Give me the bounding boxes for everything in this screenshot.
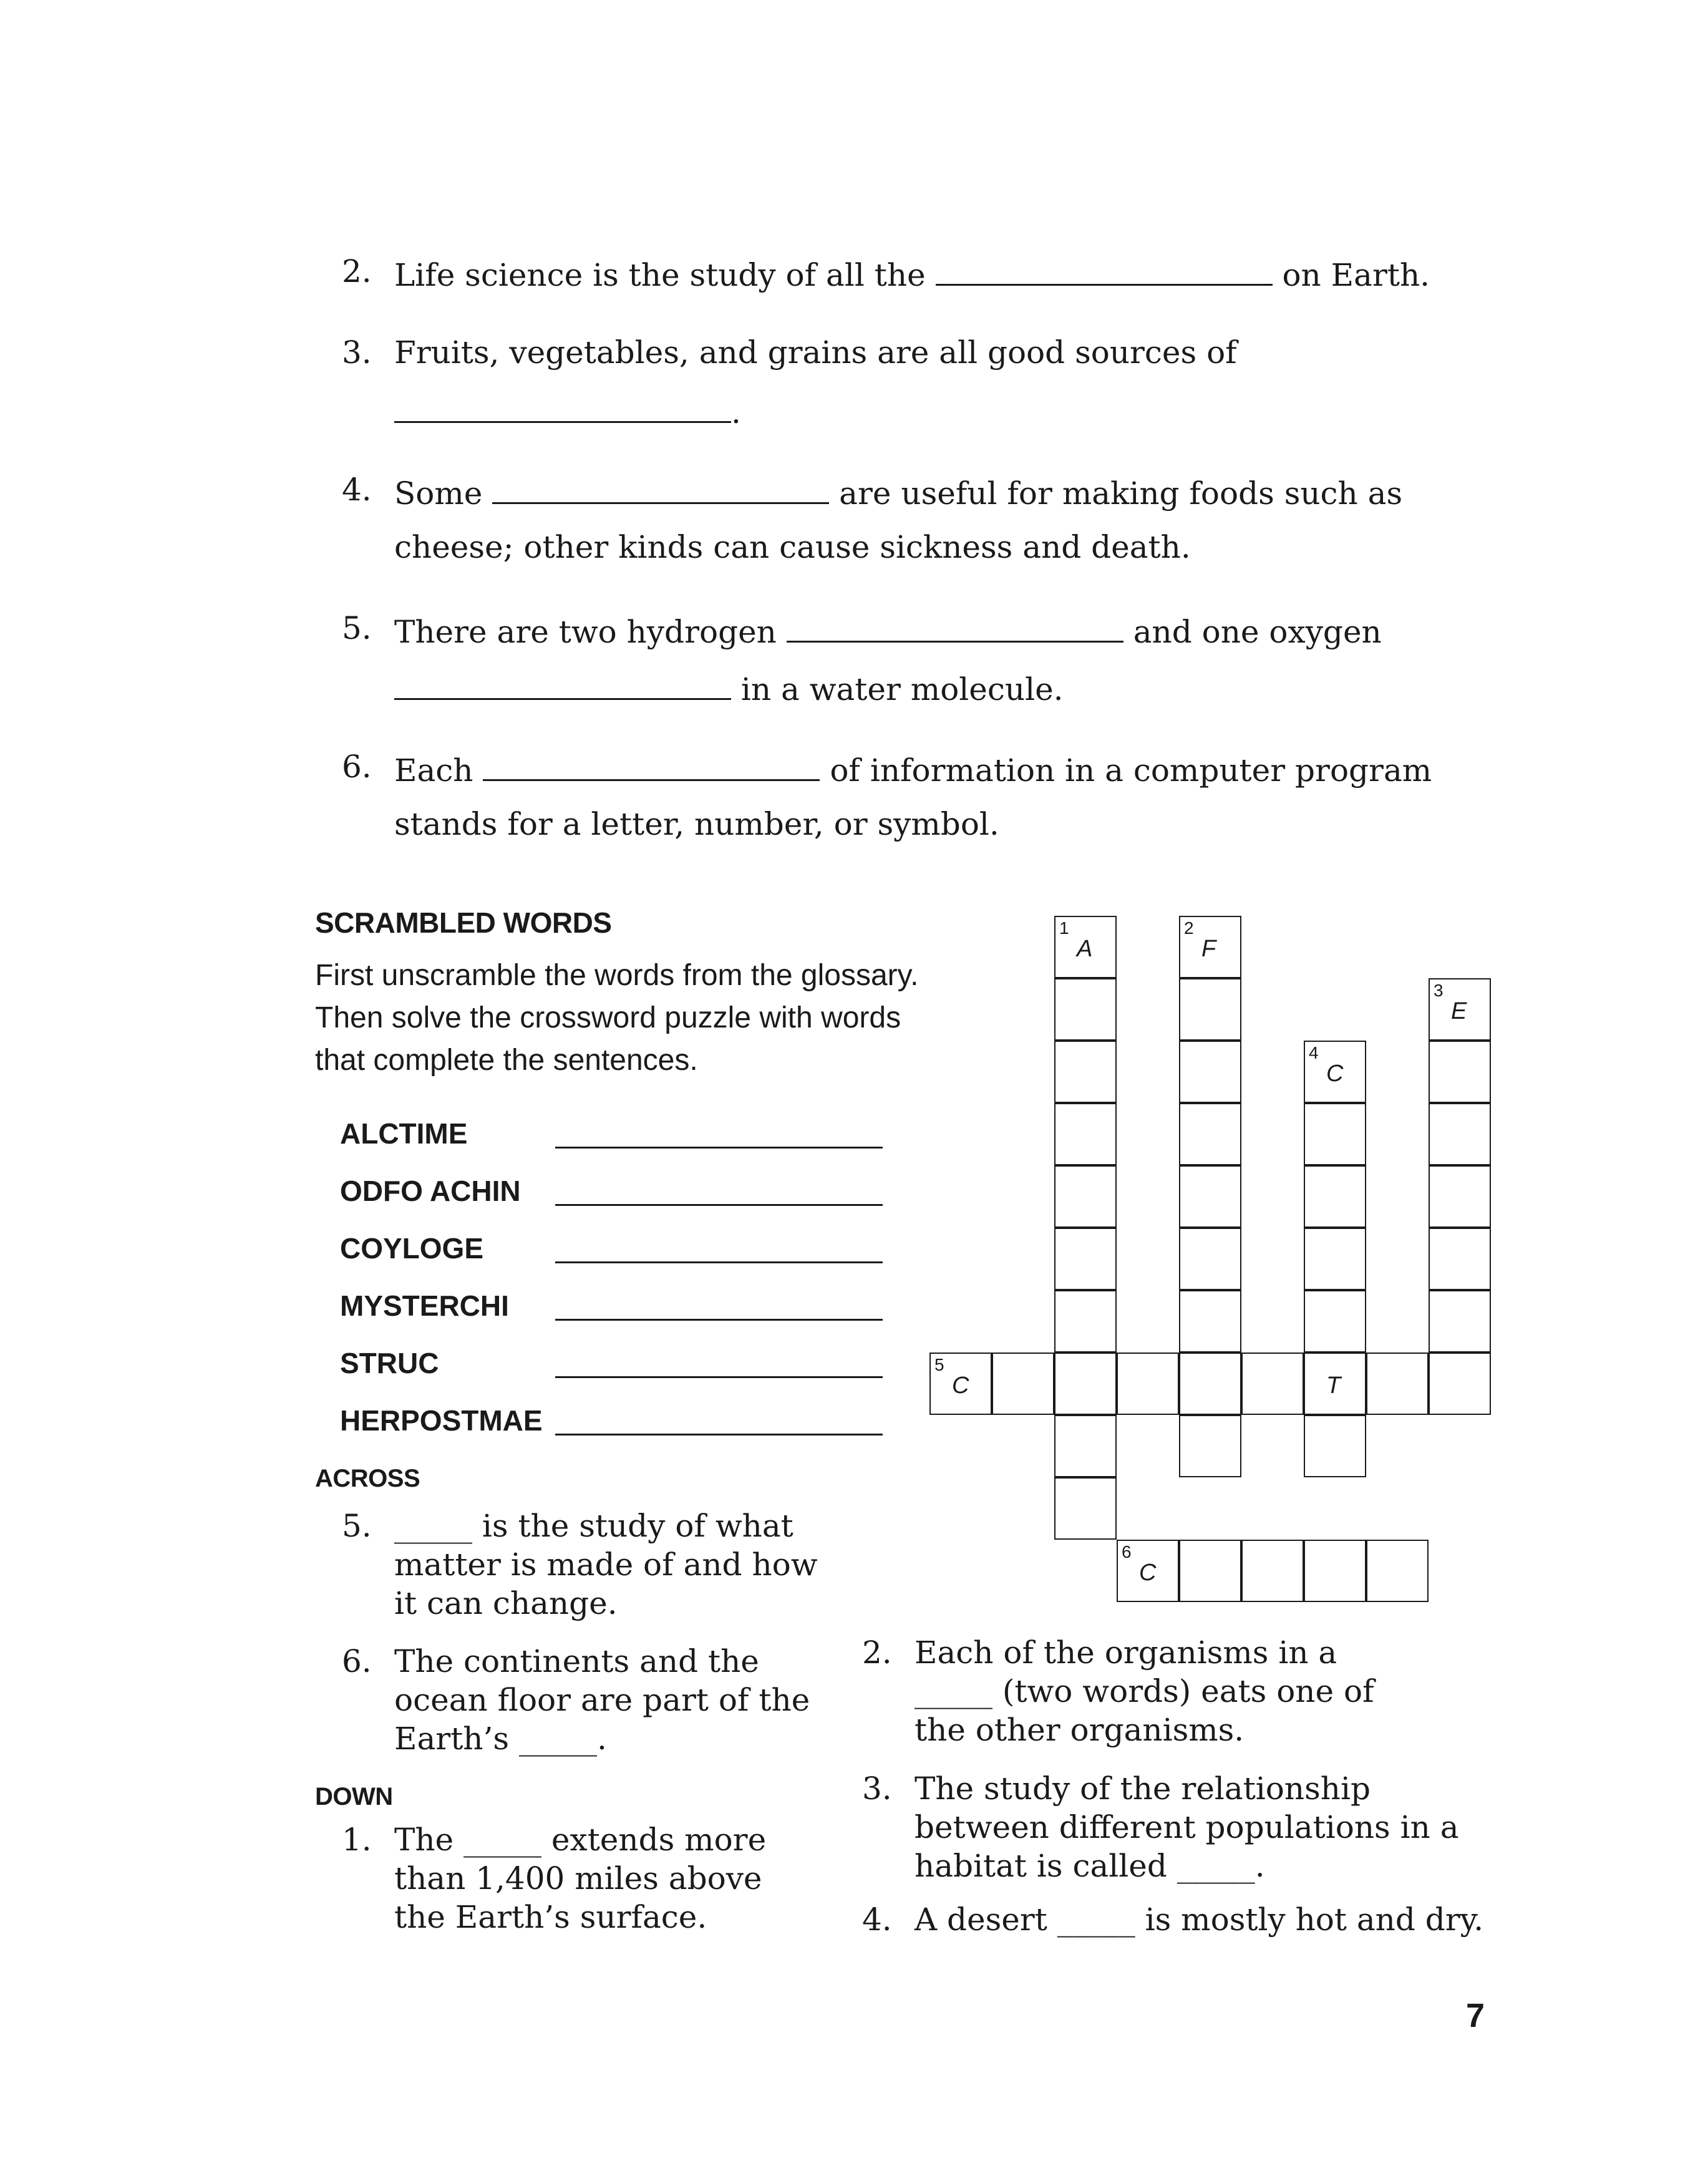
question-number: 3.: [342, 334, 372, 371]
crossword-cell[interactable]: [1179, 1228, 1241, 1290]
answer-blank[interactable]: [936, 256, 1273, 286]
crossword-cell[interactable]: [1304, 1165, 1366, 1228]
crossword-cell[interactable]: [1429, 1353, 1491, 1415]
question-text: Each: [394, 752, 473, 789]
clue-line: than 1,400 miles above: [394, 1860, 762, 1897]
clue-down-1: [394, 1820, 766, 1936]
crossword-cell[interactable]: [1117, 1540, 1179, 1602]
question-text: .: [731, 394, 741, 430]
crossword-cell[interactable]: [1304, 1228, 1366, 1290]
crossword-cell[interactable]: [1304, 1103, 1366, 1165]
question-text: Fruits, vegetables, and grains are all good sources of: [394, 334, 1237, 371]
given-letter: A: [1077, 936, 1093, 962]
crossword-cell[interactable]: [1429, 978, 1491, 1041]
question-text: stands for a letter, number, or symbol.: [394, 806, 999, 842]
crossword-cell[interactable]: [1179, 1415, 1241, 1477]
crossword-cell[interactable]: [1117, 1353, 1179, 1415]
question-number: 5.: [342, 610, 372, 646]
answer-line[interactable]: [555, 1319, 883, 1321]
scrambled-word: HERPOSTMAE: [340, 1404, 543, 1437]
scrambled-word: COYLOGE: [340, 1232, 484, 1265]
clue-number-label: 4: [1309, 1043, 1319, 1062]
crossword-cell[interactable]: [1179, 1103, 1241, 1165]
clue-number-label: 6: [1122, 1542, 1132, 1562]
scrambled-words-heading: SCRAMBLED WORDS: [315, 906, 612, 939]
crossword-cell[interactable]: [992, 1353, 1054, 1415]
scrambled-word: STRUC: [340, 1347, 439, 1379]
clue-line: _____ (two words) eats one of: [915, 1673, 1374, 1709]
crossword-cell[interactable]: [1054, 916, 1117, 978]
clue-across-5: [394, 1507, 818, 1623]
clue-number: 5.: [342, 1508, 372, 1544]
answer-line[interactable]: [555, 1204, 883, 1206]
crossword-cell[interactable]: [1054, 978, 1117, 1041]
crossword-cell[interactable]: [1054, 1228, 1117, 1290]
question-text: Life science is the study of all the: [394, 257, 926, 293]
across-heading: ACROSS: [315, 1465, 420, 1492]
crossword-cell[interactable]: [1429, 1041, 1491, 1103]
clue-down-2: [915, 1633, 1374, 1749]
clue-number: 1.: [342, 1822, 372, 1858]
given-letter: F: [1201, 936, 1216, 962]
down-heading: DOWN: [315, 1783, 393, 1810]
answer-blank[interactable]: [394, 393, 731, 423]
clue-line: between different populations in a: [915, 1809, 1459, 1845]
question-text: are useful for making foods such as: [839, 475, 1403, 512]
clue-line: Earth’s _____.: [394, 1721, 607, 1757]
crossword-cell[interactable]: [929, 1353, 992, 1415]
clue-line: _____ is the study of what: [394, 1508, 793, 1544]
answer-blank[interactable]: [787, 613, 1123, 643]
question-text: cheese; other kinds can cause sickness and death.: [394, 529, 1191, 565]
crossword-cell[interactable]: [1054, 1415, 1117, 1477]
crossword-cell[interactable]: [1429, 1103, 1491, 1165]
crossword-cell[interactable]: [1179, 1353, 1241, 1415]
question-text: There are two hydrogen: [394, 614, 777, 650]
crossword-cell[interactable]: [1054, 1477, 1117, 1540]
crossword-cell[interactable]: [1179, 978, 1241, 1041]
clue-across-6: [394, 1642, 810, 1758]
crossword-cell[interactable]: [1304, 1290, 1366, 1353]
scrambled-word: ALCTIME: [340, 1117, 468, 1150]
clue-line: The _____ extends more: [394, 1822, 767, 1858]
crossword-cell[interactable]: [1304, 1415, 1366, 1477]
crossword-cell[interactable]: [1054, 1353, 1117, 1415]
clue-line: A desert _____ is mostly hot and dry.: [915, 1902, 1484, 1938]
crossword-cell[interactable]: [1179, 1165, 1241, 1228]
crossword-cell[interactable]: [1054, 1290, 1117, 1353]
crossword-cell[interactable]: [1429, 1290, 1491, 1353]
clue-line: habitat is called _____.: [915, 1848, 1265, 1884]
question-text: of information in a computer program: [830, 752, 1432, 789]
clue-line: the other organisms.: [915, 1712, 1245, 1748]
clue-number: 6.: [342, 1643, 372, 1679]
crossword-cell[interactable]: [1179, 1290, 1241, 1353]
crossword-cell[interactable]: [1429, 1228, 1491, 1290]
answer-blank[interactable]: [394, 670, 731, 700]
question-text: and one oxygen: [1133, 614, 1382, 650]
question-number: 4.: [342, 472, 372, 508]
scrambled-word: ODFO ACHIN: [340, 1175, 521, 1207]
crossword-cell[interactable]: [1241, 1540, 1304, 1602]
clue-line: The study of the relationship: [915, 1770, 1371, 1807]
crossword-cell[interactable]: [1304, 1540, 1366, 1602]
clue-number: 2.: [862, 1634, 892, 1671]
crossword-cell[interactable]: [1054, 1103, 1117, 1165]
answer-line[interactable]: [555, 1434, 883, 1435]
question-number: 6.: [342, 749, 372, 785]
answer-blank[interactable]: [492, 474, 829, 504]
clue-line: Each of the organisms in a: [915, 1634, 1337, 1671]
crossword-cell[interactable]: [1179, 1540, 1241, 1602]
scrambled-word: MYSTERCHI: [340, 1290, 509, 1322]
clue-line: the Earth’s surface.: [394, 1899, 707, 1935]
clue-number-label: 1: [1059, 918, 1069, 938]
crossword-cell[interactable]: [1179, 916, 1241, 978]
question-text: Some: [394, 475, 483, 512]
question-text: on Earth.: [1282, 257, 1430, 293]
clue-line: matter is made of and how: [394, 1547, 818, 1583]
given-letter: C: [1139, 1560, 1157, 1586]
crossword-cell[interactable]: [1366, 1353, 1429, 1415]
question-text: in a water molecule.: [740, 671, 1064, 707]
clue-number: 4.: [862, 1902, 892, 1938]
crossword-cell[interactable]: [1366, 1540, 1429, 1602]
crossword-cell[interactable]: [1429, 1165, 1491, 1228]
clue-line: it can change.: [394, 1585, 618, 1621]
scrambled-instructions: First unscramble the words from the glossary. Then solve the crossword puzzle with words that complete the sentences.: [315, 959, 919, 1077]
given-letter: E: [1451, 998, 1467, 1024]
crossword-cell[interactable]: [1241, 1353, 1304, 1415]
clue-number-label: 3: [1434, 981, 1444, 1000]
clue-number-label: 5: [934, 1355, 944, 1374]
given-letter: C: [952, 1372, 969, 1399]
answer-line[interactable]: [555, 1376, 883, 1378]
clue-number: 3.: [862, 1770, 892, 1807]
answer-line[interactable]: [555, 1147, 883, 1149]
crossword-cell[interactable]: [1179, 1041, 1241, 1103]
crossword-cell[interactable]: [1304, 1353, 1366, 1415]
question-number: 2.: [342, 253, 372, 289]
page-number: 7: [1465, 1997, 1485, 2034]
crossword-cell[interactable]: [1054, 1041, 1117, 1103]
clue-down-4: [915, 1900, 1483, 1939]
clue-down-3: [915, 1769, 1459, 1885]
answer-blank[interactable]: [483, 751, 820, 781]
given-letter: T: [1326, 1372, 1341, 1399]
clue-line: ocean floor are part of the: [394, 1682, 810, 1718]
crossword-cell[interactable]: [1304, 1041, 1366, 1103]
answer-line[interactable]: [555, 1261, 883, 1263]
crossword-cell[interactable]: [1054, 1165, 1117, 1228]
given-letter: C: [1326, 1061, 1344, 1087]
clue-number-label: 2: [1184, 918, 1194, 938]
clue-line: The continents and the: [394, 1643, 759, 1679]
